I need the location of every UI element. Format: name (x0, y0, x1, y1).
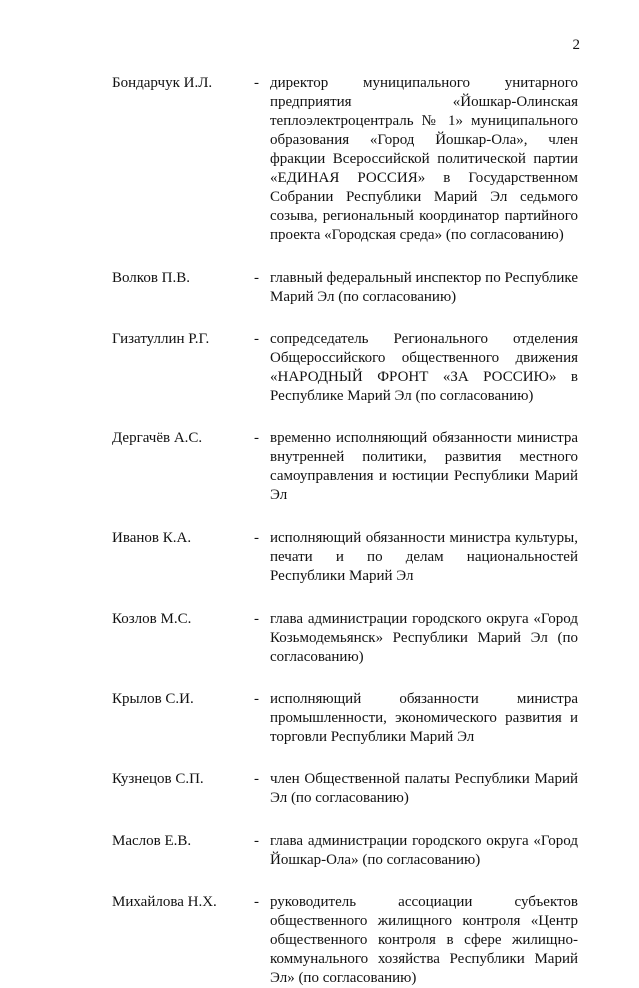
member-description: временно исполняющий обязанности министра внутренней политики, развития местного самоуправления и юстиции Республики Марий Эл (270, 430, 578, 503)
member-name: Дергачёв А.С. (112, 430, 203, 446)
member-name: Михайлова Н.Х. (112, 894, 217, 910)
member-dash: - (254, 691, 259, 707)
member-description: исполняющий обязанности министра культуры, печати и по делам национальностей Республики Марий Эл (270, 530, 578, 584)
member-name: Волков П.В. (112, 270, 190, 286)
member-dash: - (254, 771, 259, 787)
member-dash: - (254, 611, 259, 627)
member-name: Крылов С.И. (112, 691, 194, 707)
member-dash: - (254, 833, 259, 849)
member-description: член Общественной палаты Республики Марий Эл (по согласованию) (270, 771, 578, 806)
member-description: исполняющий обязанности министра промышленности, экономического развития и торговли Республики Марий Эл (270, 691, 578, 745)
member-entry (0, 770, 639, 808)
member-name: Бондарчук И.Л. (112, 75, 213, 91)
member-dash: - (254, 530, 259, 546)
member-dash: - (254, 894, 259, 910)
member-entry (0, 529, 639, 586)
member-description: руководитель ассоциации субъектов общественного жилищного контроля «Центр общественного контроля в сфере жилищно-коммунального хозяйства Республики Марий Эл» (по согласованию) (270, 894, 578, 986)
member-entry (0, 330, 639, 406)
member-list (0, 74, 639, 988)
member-description: глава администрации городского округа «Город Йошкар-Ола» (по согласованию) (270, 833, 578, 868)
member-name: Маслов Е.В. (112, 833, 192, 849)
member-description: глава администрации городского округа «Город Козьмодемьянск» Республики Марий Эл (по согласованию) (270, 611, 578, 665)
member-entry (0, 690, 639, 747)
member-name: Кузнецов С.П. (112, 771, 204, 787)
member-name: Гизатуллин Р.Г. (112, 331, 210, 347)
member-entry (0, 429, 639, 505)
member-description: директор муниципального унитарного предприятия «Йошкар-Олинская теплоэлектроцентраль № 1» муниципального образования «Город Йошкар-Ола», член фракции Всероссийской политической партии «ЕДИНАЯ РОССИЯ» в Государственном Собрании Республики Марий Эл седьмого созыва, региональный координатор партийного проекта «Городская среда» (по согласованию) (270, 75, 578, 243)
member-dash: - (254, 75, 259, 91)
member-name: Иванов К.А. (112, 530, 192, 546)
member-dash: - (254, 331, 259, 347)
member-entry (0, 610, 639, 667)
member-dash: - (254, 430, 259, 446)
member-description: главный федеральный инспектор по Республике Марий Эл (по согласованию) (270, 270, 578, 305)
member-dash: - (254, 270, 259, 286)
member-description: сопредседатель Регионального отделения Общероссийского общественного движения «НАРОДНЫЙ ФРОНТ «ЗА РОССИЮ» в Республике Марий Эл (по согласованию) (270, 331, 578, 404)
member-entry (0, 893, 639, 988)
member-entry (0, 269, 639, 307)
member-entry (0, 74, 639, 245)
member-entry (0, 832, 639, 870)
page-number: 2 (572, 37, 580, 53)
member-name: Козлов М.С. (112, 611, 192, 627)
